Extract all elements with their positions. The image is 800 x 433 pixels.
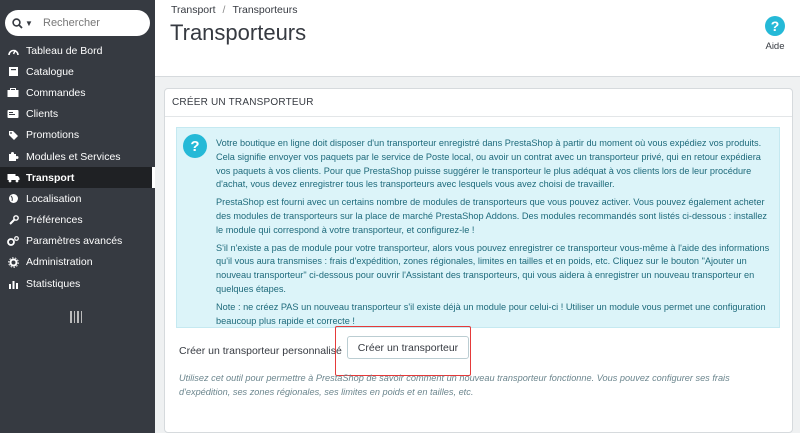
- sidebar-item-advanced-parameters[interactable]: [0, 231, 155, 252]
- sidebar-item-label: Paramètres avancés: [26, 235, 123, 248]
- alert-paragraph: PrestaShop est fourni avec un certains nombre de modules de transporteurs que vous pouvez activer. Vous pouvez également acheter des modules de transporteurs sur la place de marché PrestaShop Addons. Des modules recommandés sont listés ci-dessous : installez le module qui correspond à votre transporteur, et configurez-le !: [216, 197, 768, 235]
- breadcrumb-item: Transporteurs: [232, 4, 298, 16]
- sidebar: [0, 0, 155, 433]
- help-icon[interactable]: ?: [765, 16, 785, 36]
- panel-heading: CRÉER UN TRANSPORTEUR: [165, 89, 792, 117]
- breadcrumb-item[interactable]: Transport: [171, 4, 216, 16]
- help-text: Utilisez cet outil pour permettre à PrestaShop de savoir comment un nouveau transporteur fonctionne. Vous pouvez configurer ses frais d'expédition, ses zones régionales, ses limites en poids et en tailles, etc.: [179, 373, 730, 397]
- sidebar-item-label: Modules et Services: [26, 150, 121, 163]
- breadcrumb: [171, 4, 297, 16]
- create-carrier-label: Créer un transporteur personnalisé: [179, 345, 342, 357]
- sidebar-item-label: Promotions: [26, 129, 80, 142]
- sidebar-item-label: Clients: [26, 108, 59, 121]
- sidebar-item-customers[interactable]: [0, 104, 155, 125]
- sidebar-item-orders[interactable]: [0, 82, 155, 103]
- sidebar-item-statistics[interactable]: [0, 273, 155, 294]
- sidebar-item-label: Statistiques: [26, 277, 81, 290]
- sidebar-item-label: Localisation: [26, 192, 82, 205]
- sidebar-item-catalog[interactable]: [0, 61, 155, 82]
- bar-chart-icon: [4, 278, 22, 290]
- sidebar-item-preferences[interactable]: [0, 210, 155, 231]
- collapse-menu-icon[interactable]: [70, 311, 82, 323]
- sidebar-item-label: Catalogue: [26, 65, 74, 78]
- chevron-down-icon[interactable]: ▼: [25, 18, 33, 28]
- sidebar-item-administration[interactable]: [0, 252, 155, 273]
- help-label[interactable]: Aide: [765, 41, 785, 52]
- sidebar-item-modules[interactable]: [0, 146, 155, 167]
- search-input[interactable]: [43, 17, 143, 29]
- page-title: Transporteurs: [170, 20, 307, 45]
- catalog-icon: [4, 66, 22, 78]
- sidebar-item-promotions[interactable]: [0, 125, 155, 146]
- create-carrier-row: [179, 341, 459, 357]
- breadcrumb-separator: /: [222, 4, 226, 16]
- sidebar-item-transport[interactable]: [0, 167, 155, 188]
- search-icon[interactable]: [5, 18, 35, 29]
- truck-icon: [4, 172, 22, 184]
- alert-paragraph: Votre boutique en ligne doit disposer d'un transporteur enregistré dans PrestaShop à partir du moment où vous expédiez vos produits. Cela signifie envoyer vos paquets par le service de Poste local, ou avoir un contrat avec un transporteur privé, qui en retour expédiera vos paquets à vos clients. Pour que PrestaShop puisse suggérer le transporteur le plus adéquat à vos clients lors de leur procédure d'achat, vous devez enregistrer tous les transporteurs avec lesquels vous avez choisi de travailler.: [216, 138, 762, 190]
- alert-paragraph: Note : ne créez PAS un nouveau transporteur s'il existe déjà un module pour celui-ci ! Utiliser un module vous permet une configuration beaucoup plus rapide et correcte !: [216, 301, 766, 326]
- sidebar-item-label: Administration: [26, 256, 93, 269]
- sidebar-item-localization[interactable]: [0, 188, 155, 209]
- question-icon: ?: [183, 134, 207, 158]
- gear-icon: [4, 256, 22, 268]
- sidebar-item-dashboard[interactable]: [0, 40, 155, 61]
- main-menu: [0, 40, 155, 294]
- sidebar-item-label: Préférences: [26, 214, 83, 227]
- wrench-icon: [4, 214, 22, 226]
- sidebar-item-label: Commandes: [26, 86, 86, 99]
- create-carrier-button[interactable]: Créer un transporteur: [347, 336, 469, 359]
- cogs-icon: [4, 235, 22, 247]
- page-header: [155, 0, 800, 77]
- orders-icon: [4, 87, 22, 99]
- sidebar-item-label: Tableau de Bord: [26, 44, 103, 57]
- dashboard-icon: [4, 45, 22, 57]
- tag-icon: [4, 129, 22, 141]
- alert-text: [216, 137, 776, 332]
- create-carrier-panel: [164, 88, 793, 433]
- alert-paragraph: S'il n'existe a pas de module pour votre transporteur, alors vous pouvez enregistrer ce transporteur vous-même à l'aide des informations qu'il vous aura transmises : frais d'expédition, zones régionales, limites en tailles et en poids, etc. Cliquez sur le bouton "Ajouter un nouveau transporteur" ci-dessous pour ouvrir l'Assistant des transporteurs, qui vous aidera à enregistrer un nouveau transporteur en quelques étapes.: [216, 242, 770, 294]
- help-button[interactable]: [760, 16, 790, 52]
- sidebar-item-label: Transport: [26, 171, 75, 184]
- search-box[interactable]: [5, 10, 150, 36]
- globe-icon: [4, 193, 22, 205]
- info-alert: [176, 127, 780, 328]
- puzzle-icon: [4, 151, 22, 163]
- customers-icon: [4, 108, 22, 120]
